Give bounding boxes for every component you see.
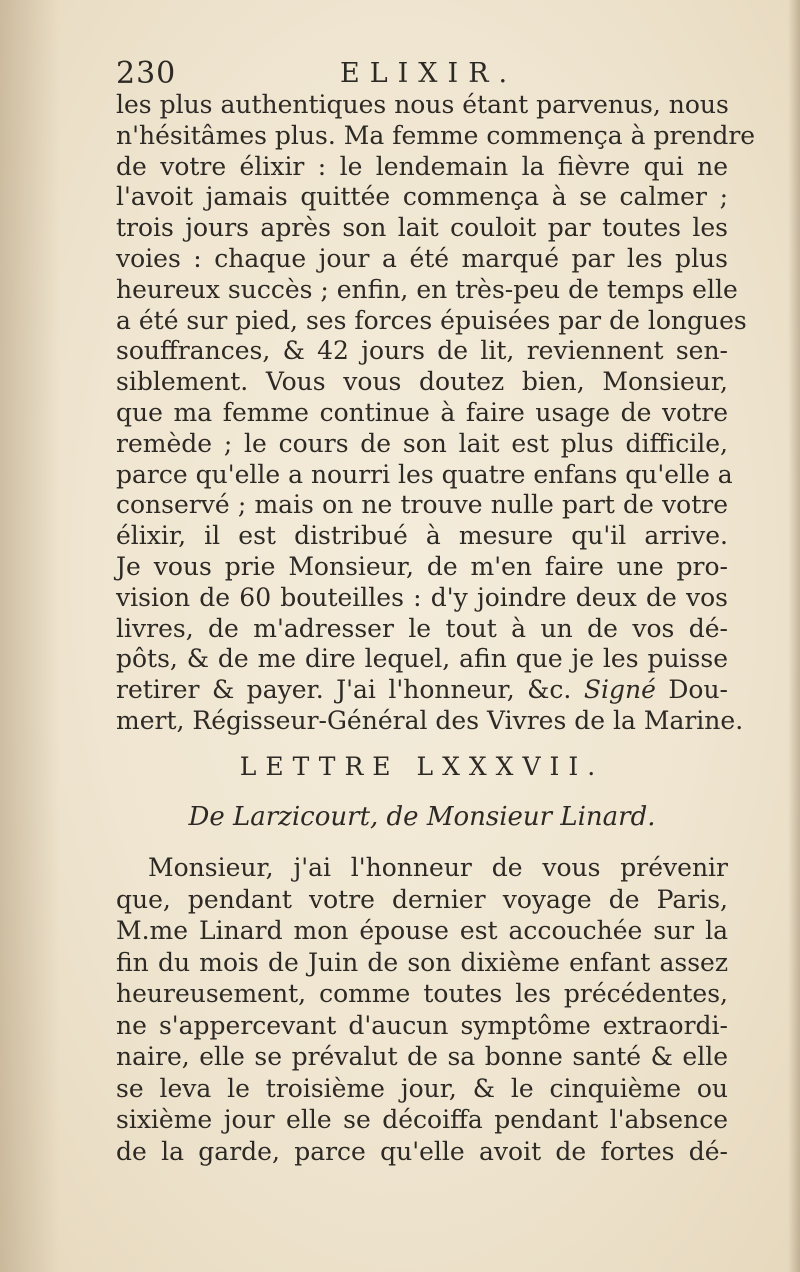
text-line: a été sur pied, ses forces épuisées par de longues: [116, 305, 747, 335]
text-line: heureux succès ; enfin, en très-peu de temps elle: [116, 274, 738, 304]
text-line: les plus authentiques nous étant parvenus, nous: [116, 90, 729, 119]
signed-label: Signé: [583, 675, 656, 705]
text-line: naire, elle se prévalut de sa bonne santé & elle: [116, 1042, 728, 1071]
text-line: fin du mois de Juin de son dixième enfant assez: [116, 947, 728, 977]
letter-subheading: De Larzicourt, de Monsieur Linard.: [188, 802, 656, 832]
text-line: souffrances, & 42 jours de lit, reviennent sen-: [116, 336, 728, 366]
text-line: conservé ; mais on ne trouve nulle part de votre: [116, 490, 728, 520]
letter-body-continued: [116, 90, 756, 737]
text-line: de la garde, parce qu'elle avoit de fortes dé-: [116, 1136, 728, 1166]
text-line: sixième jour elle se décoiffa pendant l'absence: [116, 1105, 728, 1134]
text-line: n'hésitâmes plus. Ma femme commença à prendre: [116, 120, 756, 150]
text-line: M.me Linard mon épouse est accouchée sur la: [116, 916, 728, 945]
closing-text: retirer & payer. J'ai l'honneur, &c.: [116, 675, 572, 705]
signatory-line: mert, Régisseur-Général des Vivres de la Marine.: [116, 705, 744, 735]
text-line: l'avoit jamais quittée commença à se calmer ;: [116, 182, 728, 212]
page-number: 230: [116, 56, 177, 91]
letter-heading: LETTRE LXXXVII.: [239, 752, 605, 781]
signatory-name-start: Dou-: [668, 675, 729, 705]
text-line: élixir, il est distribué à mesure qu'il arrive.: [116, 521, 728, 551]
text-line: vision de 60 bouteilles : d'y joindre deux de vos: [116, 582, 728, 612]
text-line: pôts, & de me dire lequel, afin que je les puisse: [116, 644, 728, 674]
text-line: livres, de m'adresser le tout à un de vos dé-: [116, 613, 728, 643]
text-line: que, pendant votre dernier voyage de Paris,: [116, 884, 728, 914]
text-line: heureusement, comme toutes les précédentes,: [116, 979, 728, 1008]
text-line: Monsieur, j'ai l'honneur de vous prévenir: [148, 853, 728, 882]
text-line: remède ; le cours de son lait est plus difficile,: [116, 428, 728, 458]
signature-line: [116, 675, 728, 706]
text-line: de votre élixir : le lendemain la fièvre qui ne: [116, 151, 728, 181]
text-line: siblement. Vous vous doutez bien, Monsieur,: [116, 367, 728, 397]
text-line: se leva le troisième jour, & le cinquième ou: [116, 1073, 728, 1103]
running-title: ELIXIR.: [340, 58, 518, 89]
text-line: ne s'appercevant d'aucun symptôme extraordi-: [116, 1010, 728, 1040]
binding-shadow: [0, 0, 60, 1272]
text-line: Je vous prie Monsieur, de m'en faire une pro-: [116, 551, 728, 581]
text-line: trois jours après son lait couloit par toutes les: [116, 213, 728, 243]
page-edge-shadow: [788, 0, 800, 1272]
text-line: que ma femme continue à faire usage de votre: [116, 397, 728, 427]
text-line: voies : chaque jour a été marqué par les plus: [116, 243, 728, 273]
letter-body: [116, 852, 728, 1167]
text-line: parce qu'elle a nourri les quatre enfans qu'elle a: [116, 459, 733, 489]
